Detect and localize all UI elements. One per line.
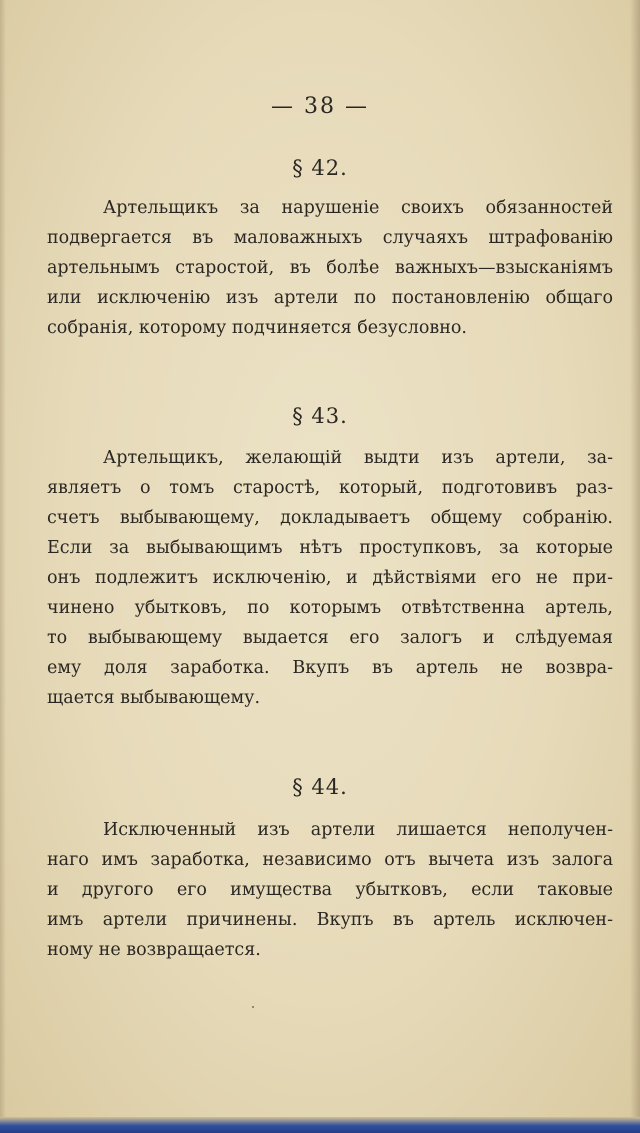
section-heading-42: § 42.: [292, 156, 348, 180]
text-line: являетъ о томъ старостѣ, который, подготовивъ раз-: [47, 478, 613, 498]
text-line: и другого его имущества убытковъ, если таковые: [47, 880, 613, 900]
text-line: щается выбывающему.: [47, 688, 261, 708]
text-line: чинено убытковъ, по которымъ отвѣтственна артель,: [47, 598, 613, 618]
text-line: Исключенный изъ артели лишается неполучен-: [103, 820, 613, 840]
text-line: наго имъ заработка, независимо отъ вычета изъ залога: [47, 850, 613, 870]
section-body-43: [47, 443, 613, 713]
text-line: собранія, которому подчиняется безусловно.: [47, 318, 467, 338]
text-line: Если за выбывающимъ нѣтъ проступковъ, за которые: [47, 538, 613, 558]
section-heading-43: § 43.: [292, 404, 348, 428]
ink-speck: [252, 1006, 254, 1008]
text-line: имъ артели причинены. Вкупъ въ артель исключен-: [47, 910, 613, 930]
text-line: Артельщикъ, желающій выдти изъ артели, за-: [103, 448, 613, 468]
text-line: Артельщикъ за нарушеніе своихъ обязанностей: [103, 198, 613, 218]
section-body-42: [47, 193, 613, 343]
section-body-44: [47, 815, 613, 965]
section-heading-44: § 44.: [292, 775, 348, 799]
text-line: или исключенію изъ артели по постановленію общаго: [47, 288, 613, 308]
text-line: то выбывающему выдается его залогъ и слѣдуемая: [47, 628, 613, 648]
text-line: подвергается въ маловажныхъ случаяхъ штрафованію: [47, 228, 613, 248]
text-line: артельнымъ старостой, въ болѣе важныхъ—взысканіямъ: [47, 258, 613, 278]
text-line: счетъ выбывающему, докладываетъ общему собранію.: [47, 508, 613, 528]
text-line: онъ подлежитъ исключенію, и дѣйствіями его не при-: [47, 568, 613, 588]
page-number-header: — 38 —: [271, 94, 369, 119]
text-line: ному не возвращается.: [47, 940, 261, 960]
text-line: ему доля заработка. Вкупъ въ артель не возвра-: [47, 658, 613, 678]
blue-binding-strip: [0, 1117, 640, 1133]
